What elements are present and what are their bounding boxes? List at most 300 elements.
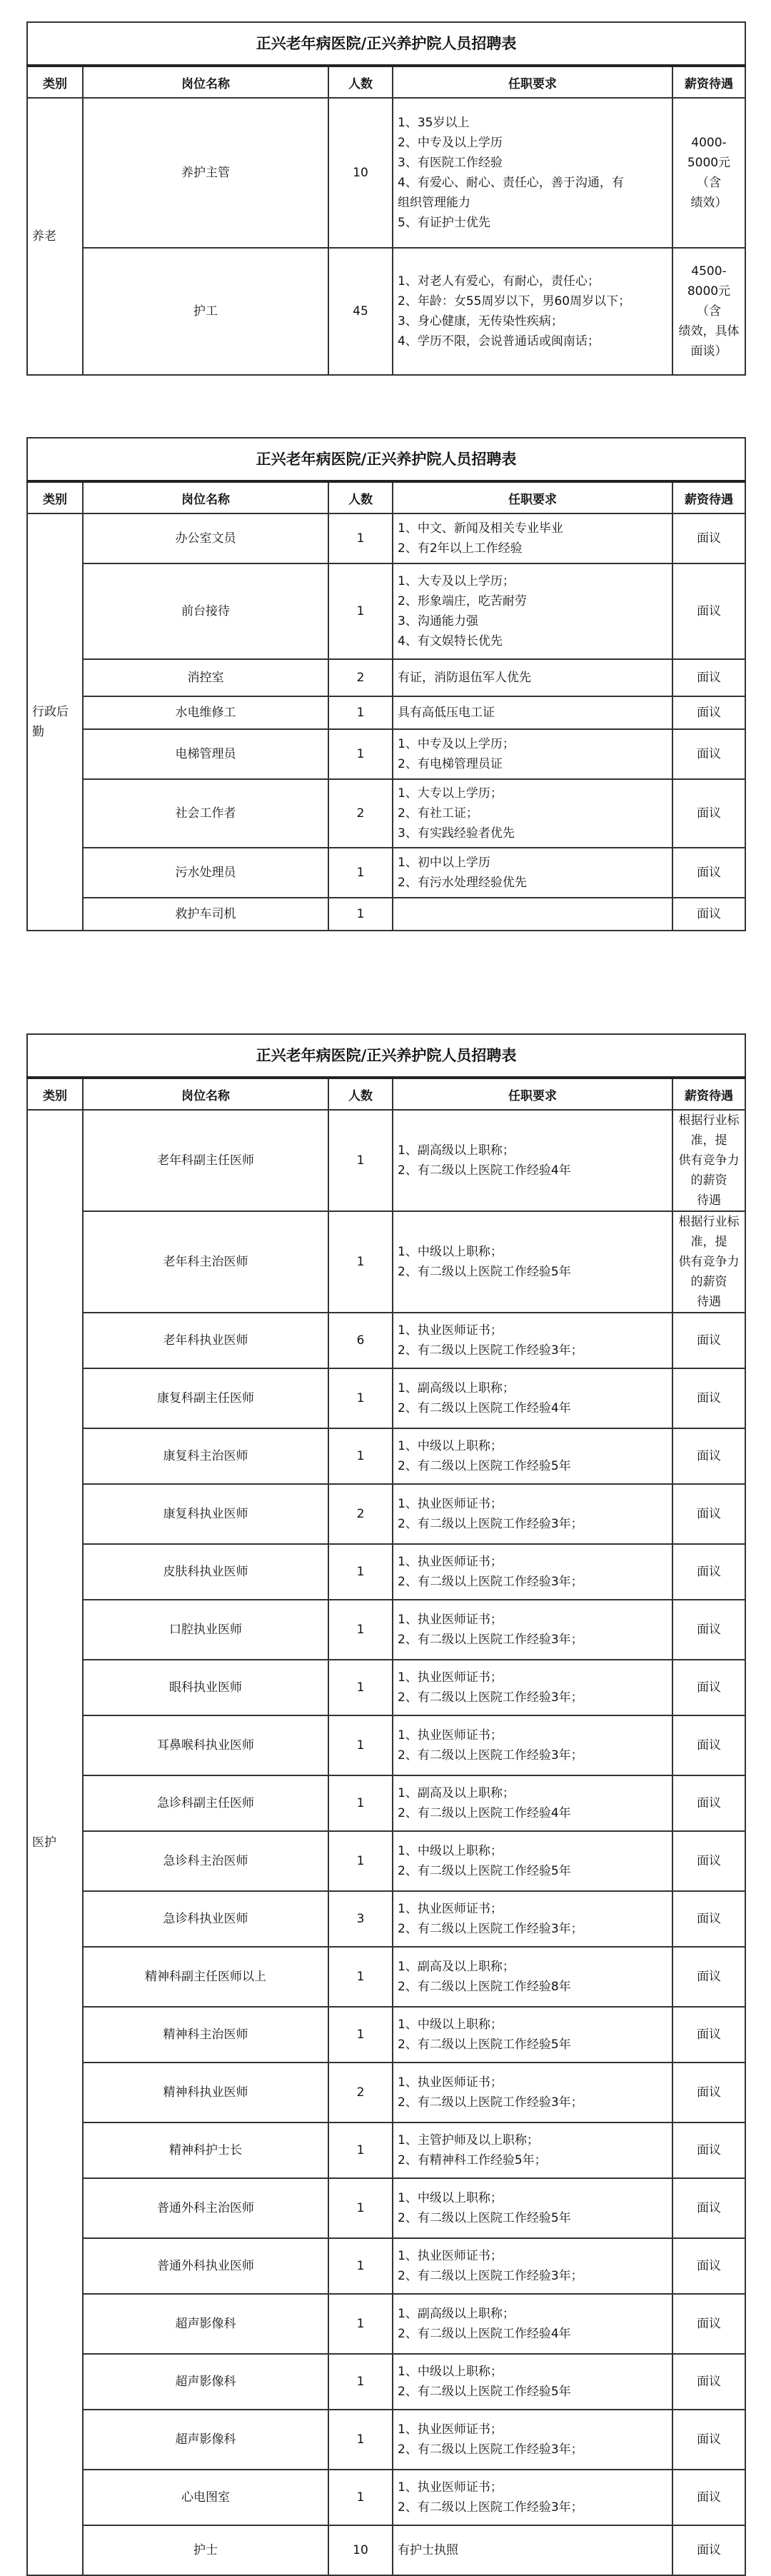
position-cell: 老年科副主任医师 bbox=[83, 1110, 328, 1211]
salary-line: 面议 bbox=[697, 2028, 721, 2042]
requirement-line: 2、有二级以上医院工作经验3年； bbox=[398, 2500, 583, 2515]
requirement-line: 1、中级以上职称； bbox=[398, 2018, 503, 2032]
count-cell: 1 bbox=[328, 2470, 393, 2525]
table-row bbox=[27, 2007, 745, 2063]
position-cell: 皮肤科执业医师 bbox=[83, 1544, 328, 1600]
salary-line: 面议 bbox=[697, 806, 721, 821]
count-cell: 1 bbox=[328, 1715, 393, 1775]
salary-cell bbox=[672, 98, 745, 248]
salary-cell bbox=[672, 2007, 745, 2063]
position-cell: 护士 bbox=[83, 2525, 328, 2575]
salary-cell bbox=[672, 1313, 745, 1368]
position-cell: 超声影像科 bbox=[83, 2410, 328, 2470]
requirement-line: 1、35岁以上 bbox=[398, 116, 470, 130]
requirement-line: 2、有二级以上医院工作经验5年 bbox=[398, 1265, 571, 1279]
salary-line: 待遇 bbox=[697, 1193, 721, 1208]
table-row bbox=[27, 659, 745, 696]
salary-cell bbox=[672, 513, 745, 563]
position-cell: 精神科执业医师 bbox=[83, 2063, 328, 2123]
count-cell: 1 bbox=[328, 696, 393, 729]
requirement-line: 1、副高级以上职称； bbox=[398, 1143, 515, 1158]
position-cell: 老年科执业医师 bbox=[83, 1313, 328, 1368]
requirement-line: 1、执业医师证书； bbox=[398, 1670, 503, 1685]
header-salary: 薪资待遇 bbox=[672, 1078, 745, 1110]
salary-cell bbox=[672, 1775, 745, 1831]
position-cell: 电梯管理员 bbox=[83, 729, 328, 779]
requirement-line: 3、有医院工作经验 bbox=[398, 156, 503, 170]
requirement-line: 1、大专以上学历； bbox=[398, 786, 503, 801]
salary-line: 面议 bbox=[697, 1854, 721, 1868]
requirement-line: 2、有二级以上医院工作经验4年 bbox=[398, 2327, 571, 2341]
requirement-line: 1、副高及以上职称； bbox=[398, 1786, 515, 1800]
requirement-line: 2、有二级以上医院工作经验4年 bbox=[398, 1401, 571, 1415]
salary-cell bbox=[672, 1600, 745, 1660]
requirement-line: 2、有二级以上医院工作经验5年 bbox=[398, 2038, 571, 2052]
table-row bbox=[27, 98, 745, 248]
count-cell: 2 bbox=[328, 779, 393, 848]
requirement-line: 3、沟通能力强 bbox=[398, 614, 478, 628]
requirements-cell bbox=[393, 2178, 672, 2238]
salary-line: 面议 bbox=[697, 747, 721, 761]
requirement-line: 2、有二级以上医院工作经验8年 bbox=[398, 1980, 571, 1994]
table-row bbox=[27, 2470, 745, 2525]
requirement-line: 1、执业医师证书； bbox=[398, 2249, 503, 2263]
table-title: 正兴老年病医院/正兴养护院人员招聘表 bbox=[27, 438, 745, 481]
requirement-line: 1、中级以上职称； bbox=[398, 2191, 503, 2205]
position-cell: 污水处理员 bbox=[83, 848, 328, 898]
count-cell: 10 bbox=[328, 2525, 393, 2575]
header-salary: 薪资待遇 bbox=[672, 481, 745, 513]
count-cell: 1 bbox=[328, 563, 393, 659]
requirement-line: 1、执业医师证书； bbox=[398, 1728, 503, 1743]
position-cell: 超声影像科 bbox=[83, 2354, 328, 2410]
requirement-line: 2、形象端庄，吃苦耐劳 bbox=[398, 594, 527, 608]
salary-cell bbox=[672, 2410, 745, 2470]
position-cell: 救护车司机 bbox=[83, 898, 328, 931]
requirement-line: 1、中级以上职称； bbox=[398, 1439, 503, 1453]
requirement-line: 2、有2年以上工作经验 bbox=[398, 541, 523, 556]
position-cell: 普通外科主治医师 bbox=[83, 2178, 328, 2238]
position-cell: 超声影像科 bbox=[83, 2294, 328, 2354]
count-cell: 1 bbox=[328, 1110, 393, 1211]
salary-line: 面议 bbox=[697, 2143, 721, 2157]
requirements-cell bbox=[393, 659, 672, 696]
requirements-cell bbox=[393, 779, 672, 848]
requirement-line: 2、有二级以上医院工作经验4年 bbox=[398, 1806, 571, 1820]
salary-cell bbox=[672, 848, 745, 898]
requirement-line: 1、主管护师及以上职称； bbox=[398, 2133, 539, 2147]
count-cell: 6 bbox=[328, 1313, 393, 1368]
requirements-cell bbox=[393, 1660, 672, 1715]
requirement-line: 1、执业医师证书； bbox=[398, 2075, 503, 2090]
salary-line: 面议 bbox=[697, 1623, 721, 1637]
count-cell: 1 bbox=[328, 2354, 393, 2410]
salary-line: 面议 bbox=[697, 2543, 721, 2557]
salary-line: 面议 bbox=[697, 2085, 721, 2100]
requirement-line: 2、有二级以上医院工作经验3年； bbox=[398, 1633, 583, 1647]
header-position: 岗位名称 bbox=[83, 481, 328, 513]
requirements-cell bbox=[393, 1368, 672, 1428]
table-title: 正兴老年病医院/正兴养护院人员招聘表 bbox=[27, 22, 745, 66]
salary-cell bbox=[672, 2123, 745, 2178]
header-category: 类别 bbox=[27, 66, 83, 98]
salary-cell bbox=[672, 1947, 745, 2007]
requirement-line: 具有高低压电工证 bbox=[398, 706, 495, 720]
salary-cell bbox=[672, 659, 745, 696]
requirement-line: 2、有二级以上医院工作经验5年 bbox=[398, 2211, 571, 2225]
requirement-line: 2、有精神科工作经验5年； bbox=[398, 2153, 547, 2167]
header-requirements: 任职要求 bbox=[393, 66, 672, 98]
salary-cell bbox=[672, 1211, 745, 1313]
requirements-cell bbox=[393, 1775, 672, 1831]
salary-line: 面议 bbox=[697, 2490, 721, 2505]
count-cell: 1 bbox=[328, 729, 393, 779]
salary-line: 面议 bbox=[697, 2259, 721, 2273]
header-requirements: 任职要求 bbox=[393, 1078, 672, 1110]
salary-cell bbox=[672, 2354, 745, 2410]
salary-line: 面议 bbox=[697, 2432, 721, 2447]
requirement-line: 1、中文、新闻及相关专业毕业 bbox=[398, 521, 563, 536]
salary-line: 面议 bbox=[697, 604, 721, 618]
salary-cell bbox=[672, 248, 745, 375]
count-cell: 1 bbox=[328, 1775, 393, 1831]
requirement-line: 3、身心健康，无传染性疾病； bbox=[398, 314, 563, 329]
count-cell: 2 bbox=[328, 2063, 393, 2123]
position-cell: 康复科执业医师 bbox=[83, 1484, 328, 1544]
position-cell: 急诊科执业医师 bbox=[83, 1891, 328, 1947]
header-count: 人数 bbox=[328, 66, 393, 98]
requirement-line: 3、有实践经验者优先 bbox=[398, 826, 515, 841]
salary-line: 面议 bbox=[697, 1449, 721, 1463]
table-row bbox=[27, 248, 745, 375]
requirement-line: 1、执业医师证书； bbox=[398, 1497, 503, 1511]
salary-cell bbox=[672, 2238, 745, 2294]
position-cell: 护工 bbox=[83, 248, 328, 375]
salary-line: 面议 bbox=[697, 1391, 721, 1405]
requirements-cell bbox=[393, 1484, 672, 1544]
salary-cell bbox=[672, 1544, 745, 1600]
position-cell: 精神科副主任医师以上 bbox=[83, 1947, 328, 2007]
count-cell: 3 bbox=[328, 1891, 393, 1947]
count-cell: 2 bbox=[328, 659, 393, 696]
requirement-line: 有证，消防退伍军人优先 bbox=[398, 671, 531, 685]
requirement-line: 5、有证护士优先 bbox=[398, 216, 490, 230]
count-cell: 1 bbox=[328, 1831, 393, 1891]
requirements-cell bbox=[393, 1110, 672, 1211]
requirements-cell bbox=[393, 2410, 672, 2470]
requirements-cell bbox=[393, 1891, 672, 1947]
requirements-cell bbox=[393, 696, 672, 729]
requirement-line: 2、有二级以上医院工作经验5年 bbox=[398, 2385, 571, 2399]
table-row bbox=[27, 1428, 745, 1484]
position-cell: 眼科执业医师 bbox=[83, 1660, 328, 1715]
requirement-line: 1、副高级以上职称； bbox=[398, 2307, 515, 2321]
table-row bbox=[27, 898, 745, 931]
salary-line: 面议 bbox=[697, 1970, 721, 1984]
recruitment-table-admin-logistics bbox=[26, 437, 746, 931]
count-cell: 45 bbox=[328, 248, 393, 375]
salary-line: 面议 bbox=[697, 2201, 721, 2215]
salary-cell bbox=[672, 2178, 745, 2238]
table-row bbox=[27, 1600, 745, 1660]
requirements-cell bbox=[393, 563, 672, 659]
table-row bbox=[27, 1368, 745, 1428]
category-cell: 行政后勤 bbox=[27, 513, 83, 931]
requirement-line: 1、副高级以上职称； bbox=[398, 1381, 515, 1395]
table-row bbox=[27, 2410, 745, 2470]
salary-line: 面议 bbox=[697, 706, 721, 720]
requirement-line: 1、大专及以上学历； bbox=[398, 574, 515, 588]
requirements-cell bbox=[393, 2294, 672, 2354]
requirement-line: 4、有爱心、耐心、责任心，善于沟通，有 bbox=[398, 176, 624, 190]
position-cell: 康复科主治医师 bbox=[83, 1428, 328, 1484]
requirement-line: 2、有二级以上医院工作经验3年； bbox=[398, 2442, 583, 2457]
salary-line: 面议 bbox=[697, 1912, 721, 1926]
salary-line: 面议 bbox=[697, 531, 721, 546]
table-row bbox=[27, 563, 745, 659]
position-cell: 精神科护士长 bbox=[83, 2123, 328, 2178]
requirements-cell bbox=[393, 1313, 672, 1368]
count-cell: 1 bbox=[328, 1368, 393, 1428]
salary-line: 面议 bbox=[697, 1796, 721, 1810]
table-row bbox=[27, 2178, 745, 2238]
count-cell: 1 bbox=[328, 2178, 393, 2238]
requirements-cell bbox=[393, 2470, 672, 2525]
salary-cell bbox=[672, 1660, 745, 1715]
requirement-line: 1、执业医师证书； bbox=[398, 1902, 503, 1916]
salary-cell bbox=[672, 1428, 745, 1484]
position-cell: 老年科主治医师 bbox=[83, 1211, 328, 1313]
position-cell: 消控室 bbox=[83, 659, 328, 696]
count-cell: 10 bbox=[328, 98, 393, 248]
requirement-line: 2、有二级以上医院工作经验3年； bbox=[398, 1575, 583, 1589]
requirement-line: 1、中级以上职称； bbox=[398, 1844, 503, 1858]
salary-line: 面议 bbox=[697, 1565, 721, 1579]
table-row bbox=[27, 2123, 745, 2178]
requirements-cell bbox=[393, 248, 672, 375]
requirements-cell bbox=[393, 2525, 672, 2575]
count-cell: 1 bbox=[328, 2410, 393, 2470]
table-row bbox=[27, 1831, 745, 1891]
salary-cell bbox=[672, 2294, 745, 2354]
salary-line: 根据行业标准，提 bbox=[678, 1215, 740, 1249]
salary-cell bbox=[672, 1368, 745, 1428]
position-cell: 水电维修工 bbox=[83, 696, 328, 729]
salary-line: 待遇 bbox=[697, 1295, 721, 1309]
count-cell: 1 bbox=[328, 2007, 393, 2063]
header-category: 类别 bbox=[27, 481, 83, 513]
header-category: 类别 bbox=[27, 1078, 83, 1110]
header-salary: 薪资待遇 bbox=[672, 66, 745, 98]
salary-line: 面议 bbox=[697, 1738, 721, 1753]
recruitment-table-elderly-care bbox=[26, 21, 746, 376]
table-row bbox=[27, 1775, 745, 1831]
salary-cell bbox=[672, 1715, 745, 1775]
requirement-line: 2、有电梯管理员证 bbox=[398, 757, 503, 771]
count-cell: 1 bbox=[328, 1428, 393, 1484]
salary-line: 面议 bbox=[697, 1680, 721, 1695]
salary-cell bbox=[672, 1110, 745, 1211]
requirement-line: 2、有二级以上医院工作经验3年； bbox=[398, 2095, 583, 2110]
position-cell: 办公室文员 bbox=[83, 513, 328, 563]
requirement-line: 1、中专及以上学历； bbox=[398, 737, 515, 751]
category-cell: 养老 bbox=[27, 98, 83, 375]
salary-line: 4000-5000元（含 bbox=[687, 136, 731, 190]
salary-line: 面议 bbox=[697, 671, 721, 685]
header-count: 人数 bbox=[328, 481, 393, 513]
requirement-line: 2、年龄：女55周岁以下，男60周岁以下； bbox=[398, 294, 631, 309]
header-position: 岗位名称 bbox=[83, 1078, 328, 1110]
requirement-line: 2、中专及以上学历 bbox=[398, 136, 503, 150]
salary-cell bbox=[672, 563, 745, 659]
salary-cell bbox=[672, 2525, 745, 2575]
salary-line: 供有竞争力的薪资 bbox=[678, 1153, 740, 1188]
salary-line: 面议 bbox=[697, 2317, 721, 2331]
requirement-line: 2、有二级以上医院工作经验3年； bbox=[398, 2269, 583, 2283]
requirement-line: 2、有二级以上医院工作经验5年 bbox=[398, 1864, 571, 1878]
count-cell: 1 bbox=[328, 898, 393, 931]
count-cell: 1 bbox=[328, 2123, 393, 2178]
category-cell: 医护 bbox=[27, 1110, 83, 2575]
salary-line: 面议 bbox=[697, 907, 721, 921]
header-requirements: 任职要求 bbox=[393, 481, 672, 513]
table-row bbox=[27, 2294, 745, 2354]
requirements-cell bbox=[393, 98, 672, 248]
requirements-cell bbox=[393, 1428, 672, 1484]
requirements-cell bbox=[393, 1947, 672, 2007]
recruitment-table-medical bbox=[26, 1033, 746, 2576]
requirement-line: 4、学历不限，会说普通话或闽南话； bbox=[398, 334, 600, 349]
requirement-line: 2、有社工证； bbox=[398, 806, 478, 821]
position-cell: 心电图室 bbox=[83, 2470, 328, 2525]
requirement-line: 1、执业医师证书； bbox=[398, 2422, 503, 2437]
table-row bbox=[27, 1715, 745, 1775]
count-cell: 1 bbox=[328, 1947, 393, 2007]
requirements-cell bbox=[393, 729, 672, 779]
salary-line: 供有竞争力的薪资 bbox=[678, 1255, 740, 1289]
requirements-cell bbox=[393, 1831, 672, 1891]
salary-cell bbox=[672, 2470, 745, 2525]
table-row bbox=[27, 2525, 745, 2575]
salary-line: 面议 bbox=[697, 1333, 721, 1348]
salary-cell bbox=[672, 1891, 745, 1947]
requirement-line: 1、执业医师证书； bbox=[398, 2480, 503, 2495]
count-cell: 2 bbox=[328, 1484, 393, 1544]
requirement-line: 2、有二级以上医院工作经验3年； bbox=[398, 1748, 583, 1763]
count-cell: 1 bbox=[328, 1660, 393, 1715]
count-cell: 1 bbox=[328, 2294, 393, 2354]
requirements-cell bbox=[393, 2007, 672, 2063]
salary-cell bbox=[672, 696, 745, 729]
table-row bbox=[27, 2354, 745, 2410]
requirements-cell bbox=[393, 1600, 672, 1660]
table-row bbox=[27, 729, 745, 779]
position-cell: 养护主管 bbox=[83, 98, 328, 248]
requirement-line: 4、有文娱特长优先 bbox=[398, 634, 503, 648]
position-cell: 社会工作者 bbox=[83, 779, 328, 848]
requirement-line: 2、有污水处理经验优先 bbox=[398, 876, 527, 890]
table-row bbox=[27, 2063, 745, 2123]
position-cell: 急诊科主治医师 bbox=[83, 1831, 328, 1891]
requirements-cell bbox=[393, 1211, 672, 1313]
count-cell: 1 bbox=[328, 513, 393, 563]
requirements-cell bbox=[393, 848, 672, 898]
count-cell: 1 bbox=[328, 2238, 393, 2294]
table-row bbox=[27, 2238, 745, 2294]
table-row bbox=[27, 1947, 745, 2007]
requirements-cell bbox=[393, 1715, 672, 1775]
position-cell: 康复科副主任医师 bbox=[83, 1368, 328, 1428]
table-row bbox=[27, 696, 745, 729]
requirement-line: 1、执业医师证书； bbox=[398, 1555, 503, 1569]
requirements-cell bbox=[393, 2354, 672, 2410]
salary-cell bbox=[672, 1484, 745, 1544]
header-count: 人数 bbox=[328, 1078, 393, 1110]
requirement-line: 1、执业医师证书； bbox=[398, 1323, 503, 1338]
requirement-line: 1、中级以上职称； bbox=[398, 2365, 503, 2379]
requirement-line: 2、有二级以上医院工作经验3年； bbox=[398, 1517, 583, 1531]
requirement-line: 1、对老人有爱心，有耐心，责任心； bbox=[398, 274, 600, 289]
requirement-line: 2、有二级以上医院工作经验5年 bbox=[398, 1459, 571, 1473]
salary-line: 绩效，具体面谈） bbox=[678, 324, 740, 359]
salary-cell bbox=[672, 779, 745, 848]
requirements-cell bbox=[393, 898, 672, 931]
salary-line: 4500-8000元（含 bbox=[687, 264, 731, 319]
requirements-cell bbox=[393, 2063, 672, 2123]
requirement-line: 1、中级以上职称； bbox=[398, 1245, 503, 1259]
salary-line: 面议 bbox=[697, 866, 721, 880]
count-cell: 1 bbox=[328, 848, 393, 898]
table-row bbox=[27, 1211, 745, 1313]
requirements-cell bbox=[393, 513, 672, 563]
salary-line: 根据行业标准，提 bbox=[678, 1113, 740, 1148]
requirements-cell bbox=[393, 2238, 672, 2294]
table-row bbox=[27, 1660, 745, 1715]
table-row bbox=[27, 779, 745, 848]
count-cell: 1 bbox=[328, 1600, 393, 1660]
requirements-cell bbox=[393, 2123, 672, 2178]
requirement-line: 组织管理能力 bbox=[398, 196, 470, 210]
table-row bbox=[27, 1891, 745, 1947]
position-cell: 前台接待 bbox=[83, 563, 328, 659]
requirement-line: 2、有二级以上医院工作经验4年 bbox=[398, 1163, 571, 1178]
requirement-line: 有护士执照 bbox=[398, 2543, 458, 2557]
position-cell: 耳鼻喉科执业医师 bbox=[83, 1715, 328, 1775]
table-row bbox=[27, 848, 745, 898]
position-cell: 口腔执业医师 bbox=[83, 1600, 328, 1660]
table-row bbox=[27, 1313, 745, 1368]
requirement-line: 2、有二级以上医院工作经验3年； bbox=[398, 1343, 583, 1358]
requirement-line: 2、有二级以上医院工作经验3年； bbox=[398, 1922, 583, 1936]
table-row bbox=[27, 1110, 745, 1211]
header-position: 岗位名称 bbox=[83, 66, 328, 98]
table-row bbox=[27, 1484, 745, 1544]
count-cell: 1 bbox=[328, 1544, 393, 1600]
requirements-cell bbox=[393, 1544, 672, 1600]
salary-cell bbox=[672, 1831, 745, 1891]
position-cell: 普通外科执业医师 bbox=[83, 2238, 328, 2294]
table-title: 正兴老年病医院/正兴养护院人员招聘表 bbox=[27, 1034, 745, 1078]
salary-line: 面议 bbox=[697, 2375, 721, 2389]
requirement-line: 1、初中以上学历 bbox=[398, 856, 490, 870]
salary-cell bbox=[672, 729, 745, 779]
position-cell: 精神科主治医师 bbox=[83, 2007, 328, 2063]
salary-line: 绩效） bbox=[690, 196, 727, 210]
salary-cell bbox=[672, 2063, 745, 2123]
count-cell: 1 bbox=[328, 1211, 393, 1313]
position-cell: 急诊科副主任医师 bbox=[83, 1775, 328, 1831]
table-row bbox=[27, 513, 745, 563]
